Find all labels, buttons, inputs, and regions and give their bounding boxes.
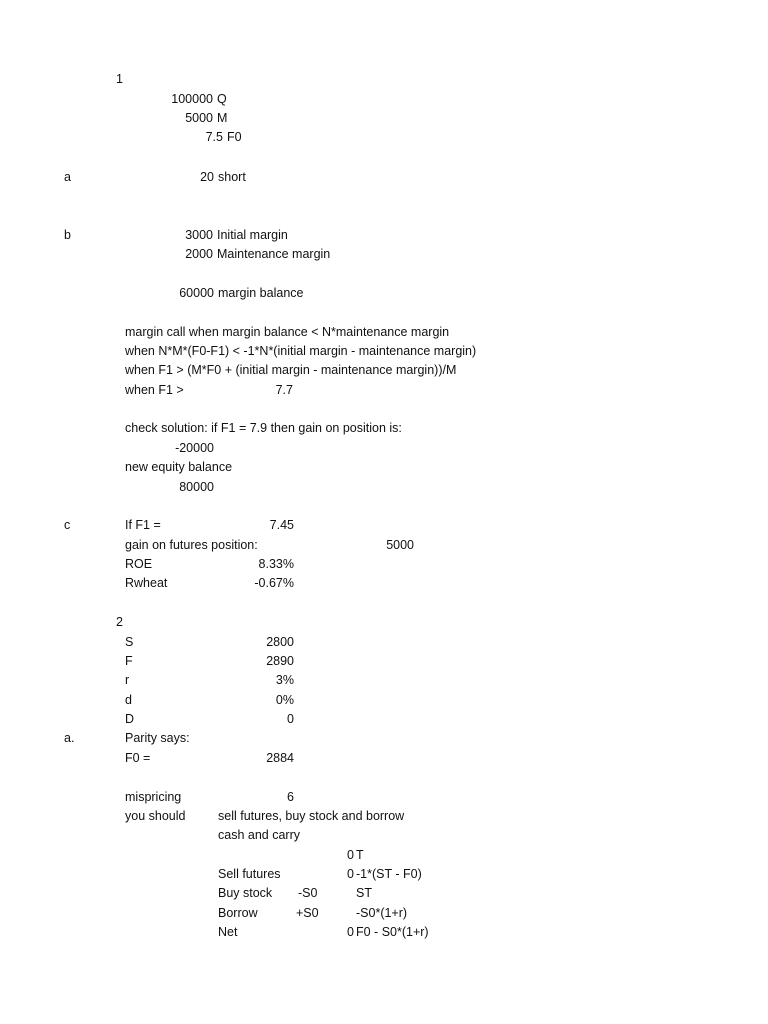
r-value: 3% [275,673,294,687]
s-label: S [125,635,134,649]
parity-f0-value: 2884 [266,751,294,765]
sell-futures-t: -1*(ST - F0) [356,867,422,881]
parity-text: Parity says: [125,731,190,745]
part-a-label: a [64,170,71,184]
gain-on-position-value: -20000 [175,441,214,455]
part-b-label: b [64,228,71,242]
rwheat-value: -0.67% [254,576,294,590]
buy-stock-0: -S0 [298,886,318,900]
check-solution-text: check solution: if F1 = 7.9 then gain on position is: [125,421,402,435]
contracts-value: 20 [200,170,214,184]
maintenance-margin-label: Maintenance margin [217,247,331,261]
dividend-label: D [125,712,135,726]
rwheat-label: Rwheat [125,576,168,590]
q-value: 100000 [171,92,213,106]
borrow-label: Borrow [218,906,258,920]
margin-call-line-4-label: when F1 > [125,383,184,397]
roe-label: ROE [125,557,153,571]
f1-value: 7.45 [269,518,294,532]
cash-and-carry-text: cash and carry [218,828,300,842]
net-0: 0 [347,925,354,939]
column-header-t: T [356,848,364,862]
buy-stock-t: ST [356,886,372,900]
m-label: M [217,111,228,125]
f0-value: 7.5 [205,130,223,144]
sell-futures-0: 0 [347,867,354,881]
r-label: r [125,673,130,687]
roe-value: 8.33% [258,557,294,571]
f1-label: If F1 = [125,518,161,532]
column-header-0: 0 [347,848,354,862]
f0-label: F0 [227,130,242,144]
borrow-0: +S0 [296,906,319,920]
margin-call-line-3: when F1 > (M*F0 + (initial margin - maintenance margin))/M [125,363,457,377]
part-2a-label: a. [64,731,75,745]
d-label: d [125,693,132,707]
d-value: 0% [275,693,294,707]
buy-stock-label: Buy stock [218,886,273,900]
margin-call-line-1: margin call when margin balance < N*maintenance margin [125,325,450,339]
margin-balance-value: 60000 [179,286,214,300]
net-label: Net [218,925,238,939]
initial-margin-label: Initial margin [217,228,288,242]
mispricing-value: 6 [287,790,294,804]
you-should-label: you should [125,809,186,823]
new-equity-value: 80000 [179,480,214,494]
contracts-label: short [218,170,246,184]
question-1-number: 1 [116,72,123,86]
strategy-text: sell futures, buy stock and borrow [218,809,405,823]
part-c-label: c [64,518,71,532]
f-value: 2890 [266,654,294,668]
m-value: 5000 [185,111,213,125]
parity-f0-label: F0 = [125,751,151,765]
q-label: Q [217,92,227,106]
margin-balance-label: margin balance [218,286,304,300]
new-equity-label: new equity balance [125,460,233,474]
maintenance-margin-value: 2000 [185,247,213,261]
gain-on-futures-value: 5000 [386,538,414,552]
question-2-number: 2 [116,615,123,629]
sell-futures-label: Sell futures [218,867,281,881]
borrow-t: -S0*(1+r) [356,906,408,920]
dividend-value: 0 [287,712,294,726]
initial-margin-value: 3000 [185,228,213,242]
s-value: 2800 [266,635,294,649]
mispricing-label: mispricing [125,790,182,804]
gain-on-futures-label: gain on futures position: [125,538,258,552]
f-label: F [125,654,133,668]
margin-call-threshold-value: 7.7 [275,383,293,397]
margin-call-line-2: when N*M*(F0-F1) < -1*N*(initial margin - maintenance margin) [125,344,477,358]
net-t: F0 - S0*(1+r) [356,925,429,939]
